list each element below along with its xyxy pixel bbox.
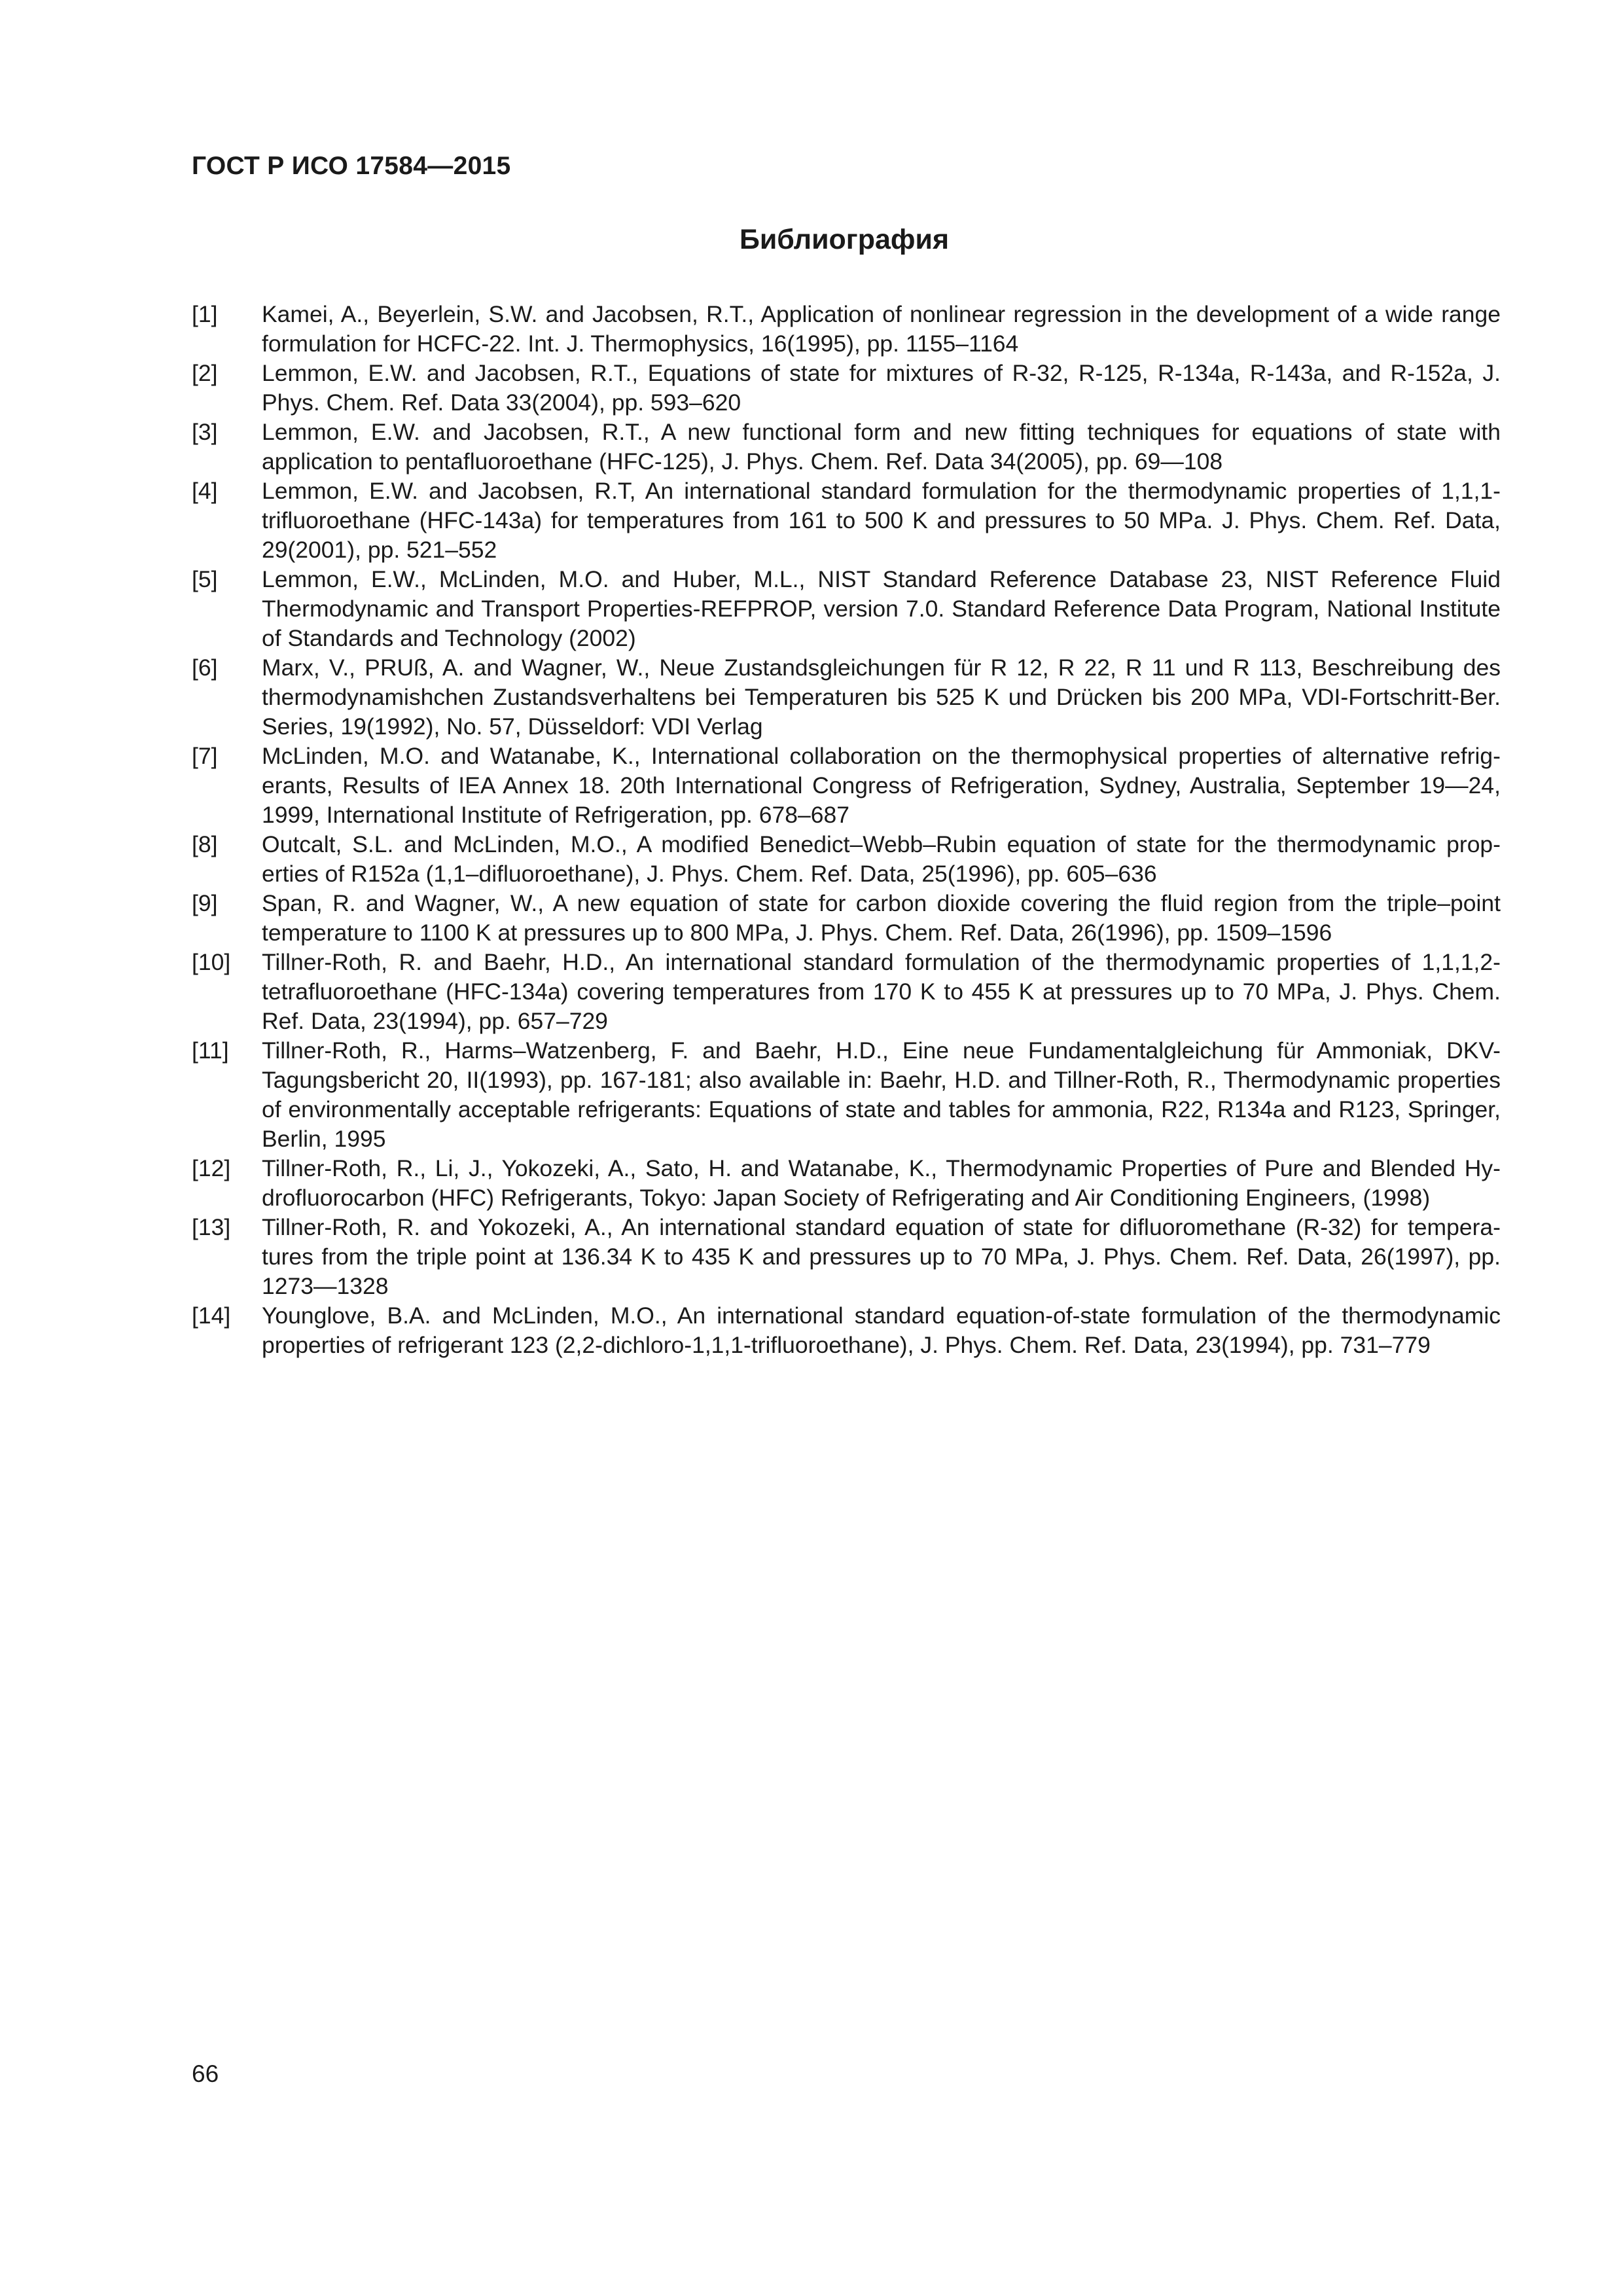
entry-text: Tillner-Roth, R. and Yokozeki, A., An international standard equation of state for difluoromethane (R-32) for tempera-tures from the triple point at 136.34 K to 435 K and pressures up to 70 MPa, J. Phys. Chem. Ref. Data, 26(1997), pp. 1273—1328 [262,1214,1501,1299]
entry-text: Lemmon, E.W. and Jacobsen, R.T., Equations of state for mixtures of R-32, R-125, R-134a, R-143a, and R-152a, J. Phys. Chem. Ref. Data 33(2004), pp. 593–620 [262,360,1501,416]
page-number: 66 [192,2060,219,2087]
entry-text: Lemmon, E.W. and Jacobsen, R.T, An international standard formulation for the thermodynamic properties of 1,1,1-trifluoroethane (HFC-143a) for temperatures from 161 to 500 K and pressures to 50 MPa. J. Phys. Chem. Ref. Data, 29(2001), pp. 521–552 [262,478,1501,563]
bibliography-entry [192,418,1501,476]
entry-text: Tillner-Roth, R. and Baehr, H.D., An international standard formulation of the thermodynamic properties of 1,1,1,2-tetrafluoroethane (HFC-134a) covering temperatures from 170 K to 455 K at pressures up to 70 MPa, J. Phys. Chem. Ref. Data, 23(1994), pp. 657–729 [262,949,1501,1034]
bibliography-entry [192,1213,1501,1301]
entry-text: McLinden, M.O. and Watanabe, K., International collaboration on the thermophysical properties of alternative refrig-erants, Results of IEA Annex 18. 20th International Congress of Refrigeration, Sydney, Australia, September 19—24, 1999, International Institute of Refrigeration, pp. 678–687 [262,743,1501,828]
entry-text: Younglove, B.A. and McLinden, M.O., An international standard equation-of-state formulation of the thermodynamic properties of refrigerant 123 (2,2-dichloro-1,1,1-trifluoroethane), J. Phys. Chem. Ref. Data, 23(1994), pp. 731–779 [262,1302,1501,1358]
bibliography-entry [192,948,1501,1036]
entry-text: Marx, V., PRUß, A. and Wagner, W., Neue Zustandsgleichungen für R 12, R 22, R 11 und R 113, Beschreibung des thermodynamishchen Zustandsverhaltens bei Temperaturen bis 525 K und Drücken bis 200 MPa, VDI-Fortschritt-Ber. Series, 19(1992), No. 57, Düsseldorf: VDI Verlag [262,655,1501,740]
bibliography-entry [192,889,1501,948]
entry-text: Kamei, A., Beyerlein, S.W. and Jacobsen, R.T., Application of nonlinear regression in the development of a wide range formulation for HCFC-22. Int. J. Thermophysics, 16(1995), pp. 1155–1164 [262,301,1501,357]
bibliography-entry [192,565,1501,653]
bibliography-entry [192,476,1501,565]
entry-number: [8] [192,831,218,857]
entry-number: [7] [192,743,218,769]
bibliography-entry [192,300,1501,359]
entry-number: [13] [192,1214,231,1240]
bibliography-entry [192,830,1501,889]
entry-text: Outcalt, S.L. and McLinden, M.O., A modified Benedict–Webb–Rubin equation of state for the thermodynamic prop-erties of R152a (1,1–difluoroethane), J. Phys. Chem. Ref. Data, 25(1996), pp. 605–636 [262,831,1501,887]
entry-number: [14] [192,1302,231,1329]
bibliography-entry [192,742,1501,830]
entry-number: [2] [192,360,218,386]
standard-code: ГОСТ Р ИСО 17584—2015 [192,152,511,180]
bibliography-entry [192,1301,1501,1360]
entry-number: [1] [192,301,218,327]
entry-text: Span, R. and Wagner, W., A new equation of state for carbon dioxide covering the fluid region from the triple–point temperature to 1100 K at pressures up to 800 MPa, J. Phys. Chem. Ref. Data, 26(1996), pp. 1509–1596 [262,890,1501,946]
entry-text: Lemmon, E.W. and Jacobsen, R.T., A new functional form and new fitting techniques for equations of state with application to pentafluoroethane (HFC-125), J. Phys. Chem. Ref. Data 34(2005), pp. 69—108 [262,419,1501,475]
bibliography-entry [192,1154,1501,1213]
section-title: Библиография [739,224,950,255]
entry-number: [10] [192,949,231,975]
entry-number: [12] [192,1155,231,1181]
entry-number: [9] [192,890,218,916]
bibliography-entry [192,359,1501,418]
entry-number: [3] [192,419,218,445]
entry-text: Tillner-Roth, R., Li, J., Yokozeki, A., Sato, H. and Watanabe, K., Thermodynamic Properties of Pure and Blended Hy-drofluorocarbon (HFC) Refrigerants, Tokyo: Japan Society of Refrigerating and Air Conditioning Engineers, (1998) [262,1155,1501,1211]
entry-number: [4] [192,478,218,504]
entry-text: Tillner-Roth, R., Harms–Watzenberg, F. and Baehr, H.D., Eine neue Fundamentalgleichung für Ammoniak, DKV-Tagungsbericht 20, II(1993), pp. 167-181; also available in: Baehr, H.D. and Tillner-Roth, R., Thermodynamic properties of environmentally acceptable refrigerants: Equations of state and tables for ammonia, R22, R134a and R123, Springer, Berlin, 1995 [262,1037,1501,1152]
bibliography-entry [192,653,1501,742]
bibliography-list [192,300,1501,1360]
bibliography-entry [192,1036,1501,1154]
entry-number: [5] [192,566,218,592]
entry-text: Lemmon, E.W., McLinden, M.O. and Huber, M.L., NIST Standard Reference Database 23, NIST Reference Fluid Thermodynamic and Transport Properties-REFPROP, version 7.0. Standard Reference Data Program, National Institute of Standards and Technology (2002) [262,566,1501,651]
entry-number: [11] [192,1037,229,1064]
entry-number: [6] [192,655,218,681]
